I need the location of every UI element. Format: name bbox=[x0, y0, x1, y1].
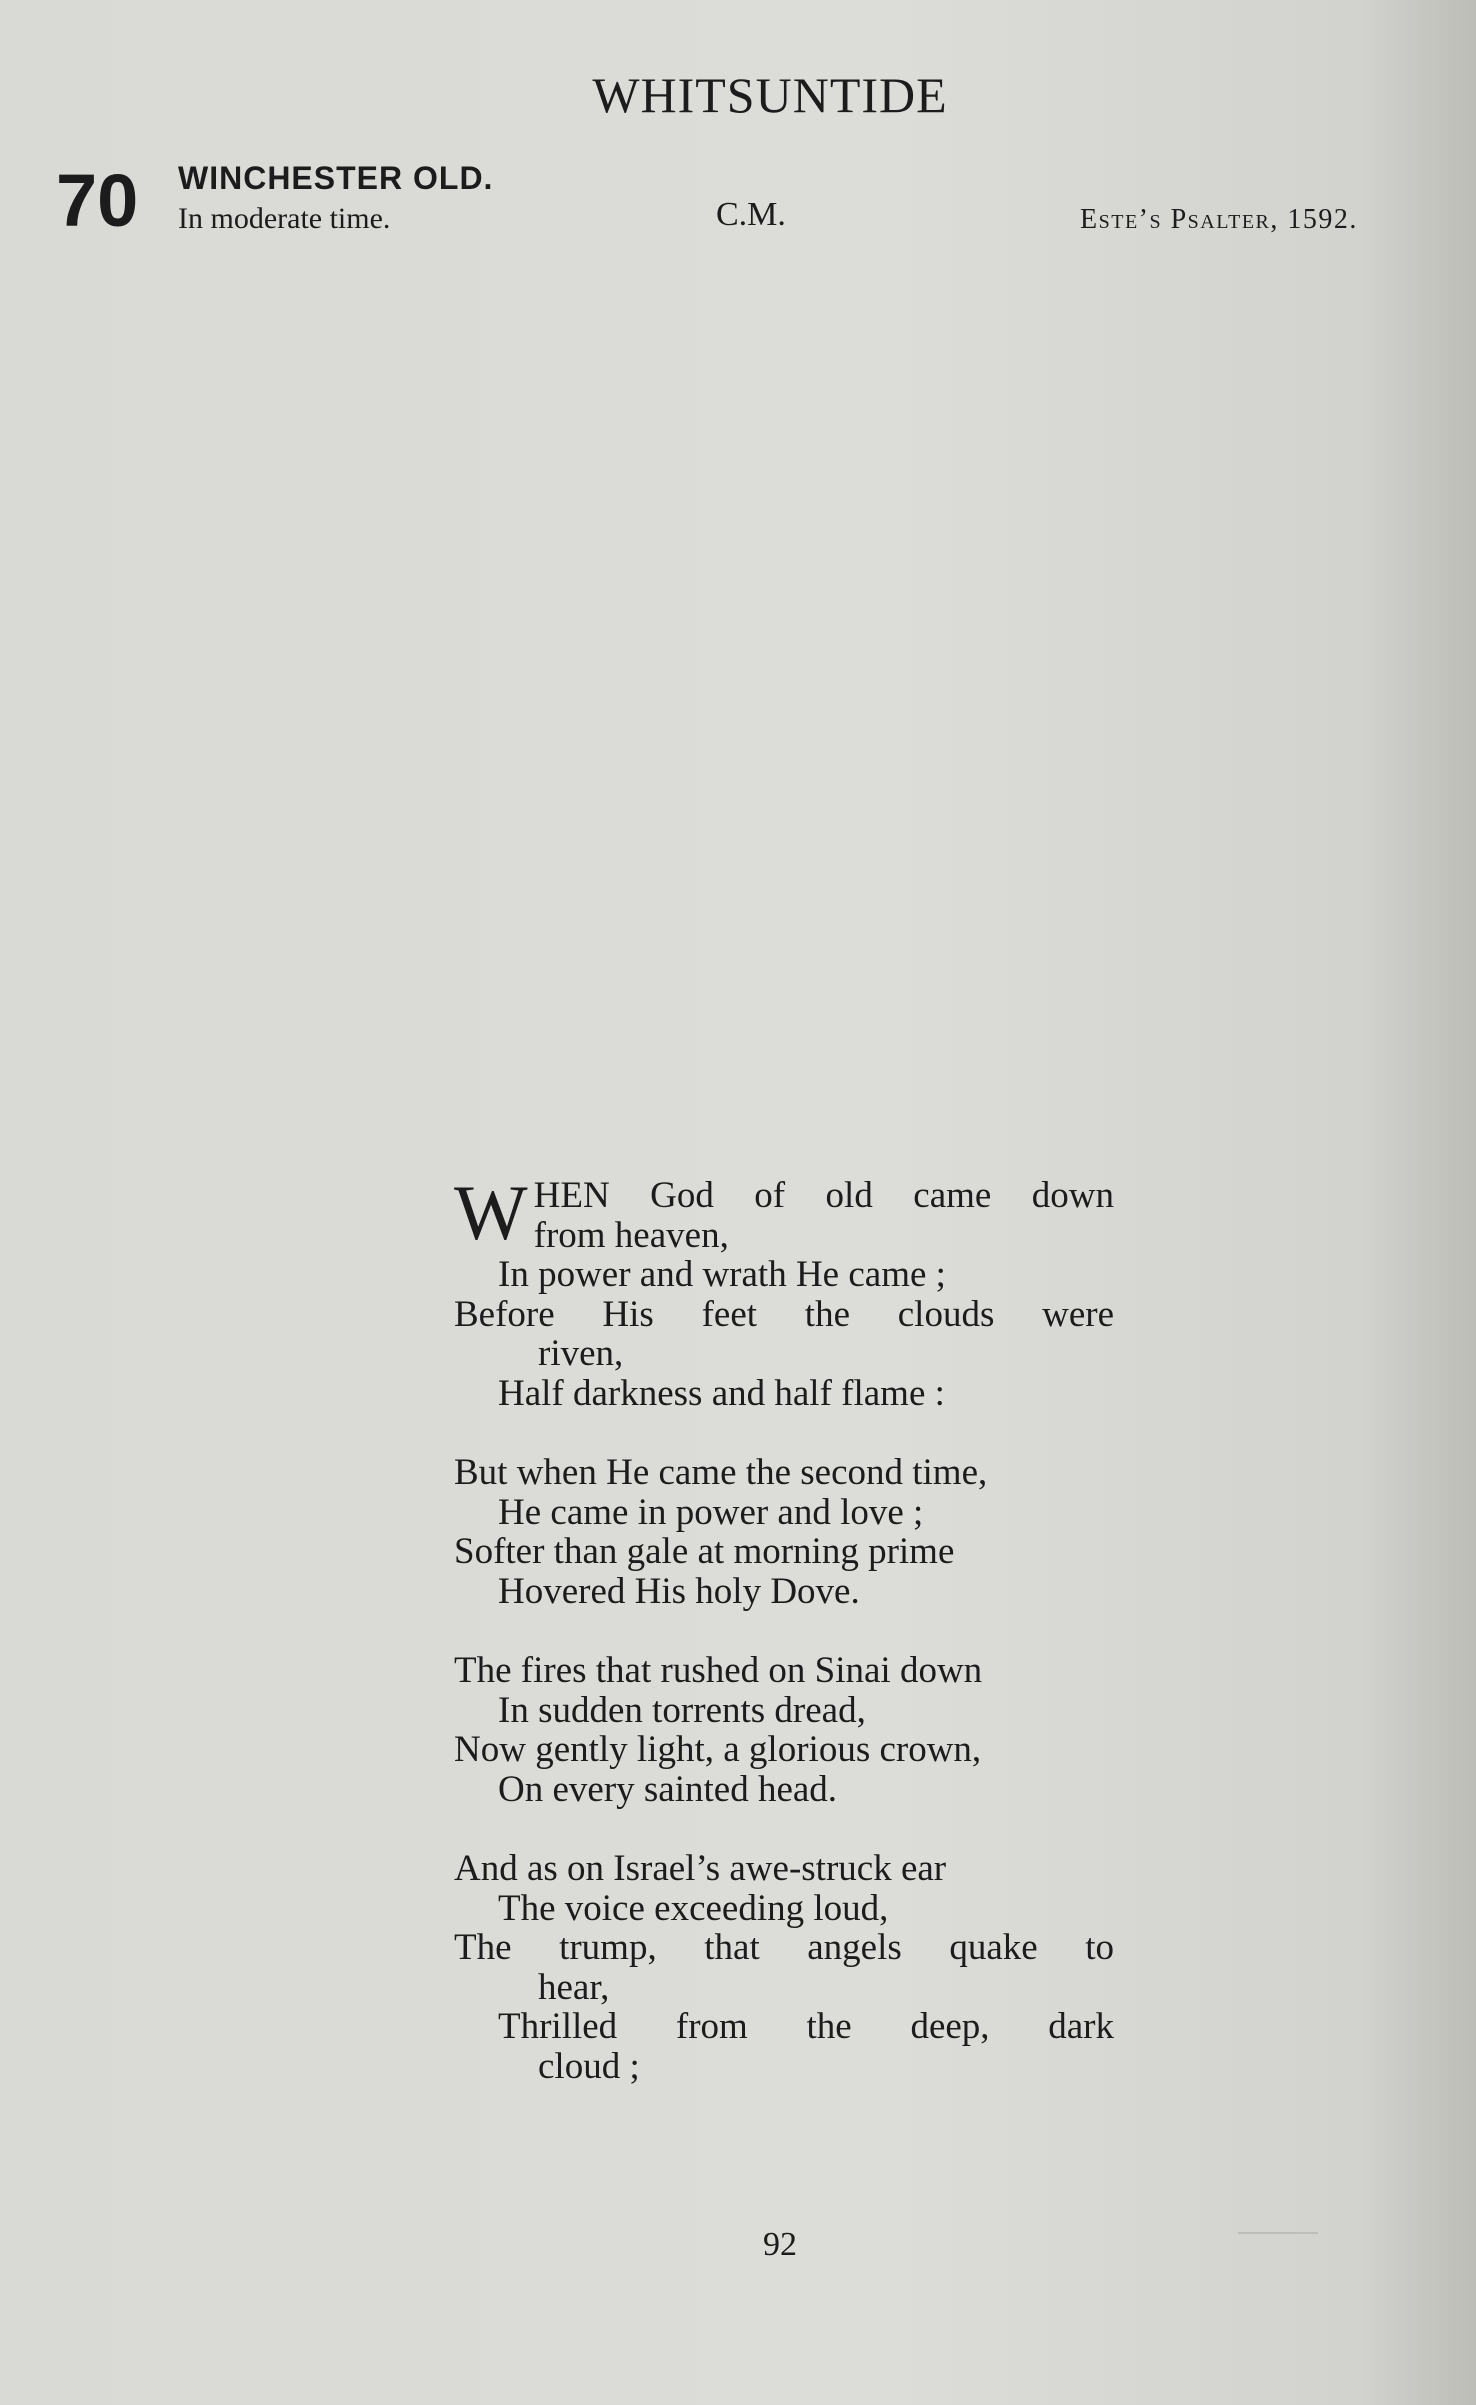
stanza-line: On every sainted head. bbox=[498, 1768, 838, 1810]
stanza-line: And as on Israel’s awe-struck ear bbox=[454, 1848, 947, 1889]
stanza-1 bbox=[454, 1169, 1114, 1414]
stanza-line: hear, bbox=[538, 1966, 610, 2008]
music-score-system-2 bbox=[0, 710, 1476, 1070]
tune-source: Este’s Psalter, 1592. bbox=[1080, 204, 1358, 235]
music-score-system-1 bbox=[0, 270, 1476, 630]
stanza-line: In power and wrath He came ; bbox=[498, 1254, 946, 1295]
page-number: 92 bbox=[763, 2226, 797, 2263]
margin-mark bbox=[1238, 2232, 1318, 2234]
running-head: WHITSUNTIDE bbox=[592, 67, 948, 123]
stanza-line: cloud ; bbox=[538, 2045, 640, 2087]
music-system-2 bbox=[0, 710, 1476, 1070]
stanza-line: The fires that rushed on Sinai down bbox=[454, 1650, 983, 1691]
stanza-line: HEN God of old came down bbox=[533, 1175, 1114, 1216]
music-system-1 bbox=[0, 270, 1476, 630]
stanza-line: In sudden torrents dread, bbox=[498, 1689, 866, 1731]
drop-cap: W bbox=[454, 1169, 528, 1256]
stanza-line: Hovered His holy Dove. bbox=[498, 1570, 860, 1612]
stanza-line: riven, bbox=[538, 1333, 624, 1374]
hymn-number: 70 bbox=[56, 159, 139, 242]
stanza-3 bbox=[454, 1651, 1114, 1809]
stanza-4 bbox=[454, 1849, 1114, 2086]
stanza-line: Softer than gale at morning prime bbox=[454, 1531, 955, 1572]
stanza-line: Now gently light, a glorious crown, bbox=[454, 1729, 982, 1770]
stanza-line: But when He came the second time, bbox=[454, 1452, 988, 1493]
tempo-marking: In moderate time. bbox=[178, 202, 391, 235]
stanza-line: The trump, that angels quake to bbox=[454, 1927, 1114, 1968]
stanza-line: The voice exceeding loud, bbox=[498, 1887, 889, 1929]
stanza-line: Thrilled from the deep, dark bbox=[498, 2006, 1114, 2047]
tune-name: WINCHESTER OLD. bbox=[178, 160, 494, 196]
meter: C.M. bbox=[716, 196, 786, 233]
stanza-line: Half darkness and half flame : bbox=[498, 1372, 945, 1414]
stanza-line: He came in power and love ; bbox=[498, 1491, 924, 1533]
stanza-line: Before His feet the clouds were bbox=[454, 1293, 1114, 1335]
stanza-line: from heaven, bbox=[533, 1214, 729, 1256]
stanza-2 bbox=[454, 1453, 1114, 1611]
hymn-text bbox=[454, 1169, 1114, 2126]
